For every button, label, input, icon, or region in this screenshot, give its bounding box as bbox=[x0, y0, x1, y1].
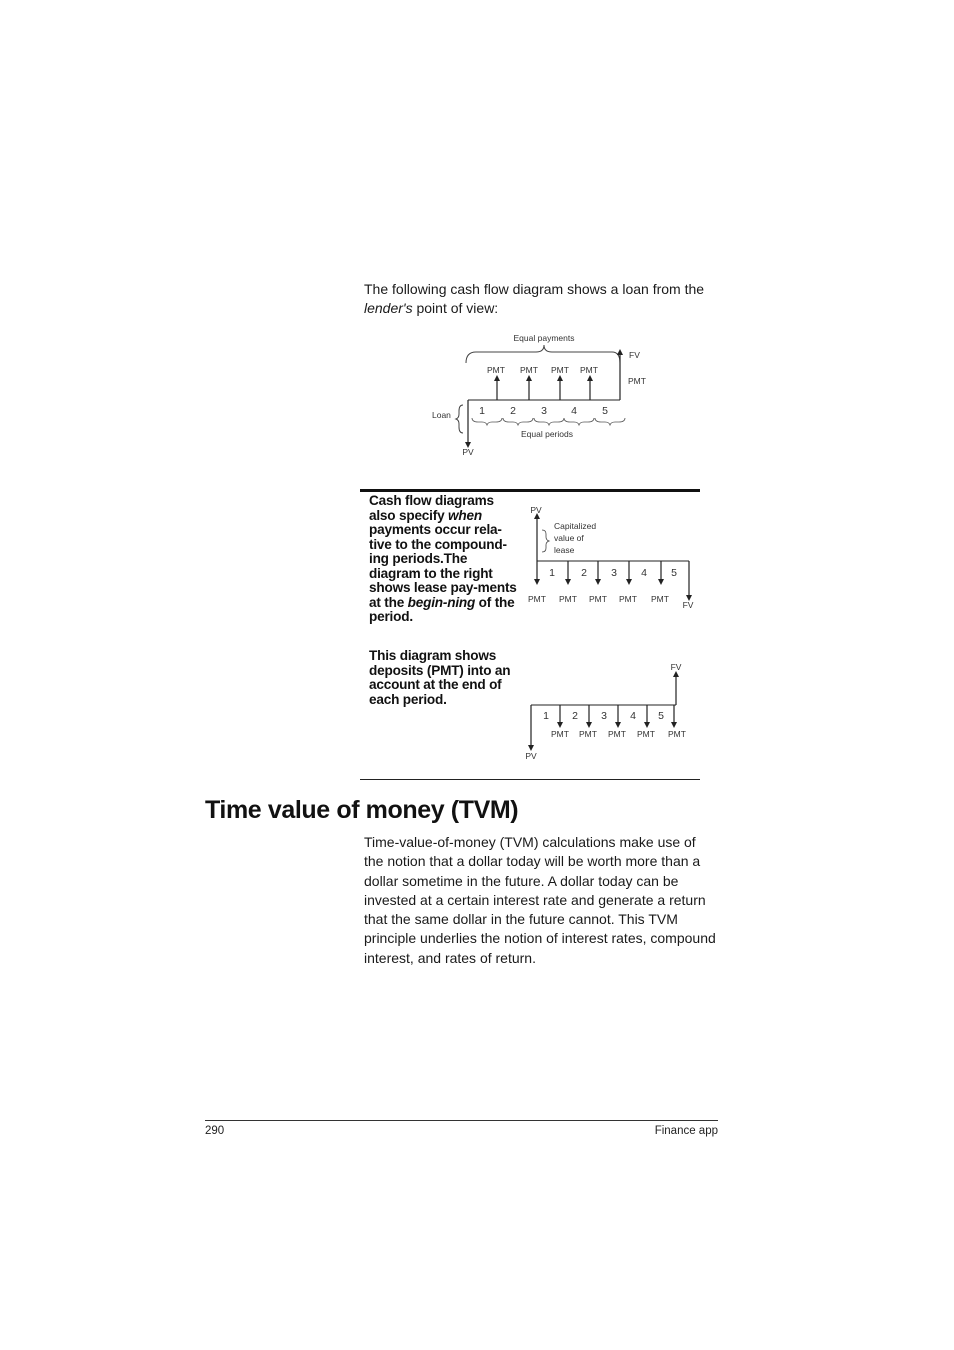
deposit-period-3: 3 bbox=[601, 710, 607, 722]
period-brace-2 bbox=[503, 418, 533, 425]
period-3: 3 bbox=[541, 405, 547, 417]
loan-cash-flow-diagram bbox=[420, 325, 660, 465]
loan-label: Loan bbox=[432, 410, 451, 420]
deposit-pmt-label-1: PMT bbox=[551, 729, 569, 739]
deposit-period-2: 2 bbox=[572, 710, 578, 722]
lease-period-3: 3 bbox=[611, 567, 617, 579]
period-1: 1 bbox=[479, 405, 485, 417]
fv-label: FV bbox=[629, 350, 640, 360]
deposit-period-5: 5 bbox=[658, 710, 664, 722]
final-pmt-label: PMT bbox=[628, 376, 646, 386]
lease-pmt-label-5: PMT bbox=[651, 594, 669, 604]
lease-pmt-label-1: PMT bbox=[528, 594, 546, 604]
lease-period-4: 4 bbox=[641, 567, 647, 579]
period-brace-4 bbox=[564, 418, 594, 425]
capitalized-line-1: Capitalized bbox=[554, 521, 597, 531]
intro-paragraph bbox=[364, 280, 724, 319]
equal-payments-label: Equal payments bbox=[513, 333, 575, 343]
lease-pmt-label-2: PMT bbox=[559, 594, 577, 604]
lease-fv-label: FV bbox=[682, 600, 694, 610]
tvm-paragraph: Time-value-of-money (TVM) calculations make use of the notion that a dollar today will be worth more than a dollar sometime in the future. A dollar today can be invested at a certain interest rate and generate a return that the same dollar in the future cannot. This TVM principle underlies the notion of interest rates, compound interest, and rates of return. bbox=[364, 834, 716, 966]
lease-note-emphasis-beginning: begin-ning bbox=[407, 594, 476, 610]
sidebar-lease-note bbox=[369, 494, 519, 625]
equal-periods-label: Equal periods bbox=[521, 429, 573, 439]
page-number: 290 bbox=[205, 1125, 225, 1137]
chapter-title: Finance app bbox=[654, 1125, 718, 1137]
period-brace-3 bbox=[534, 418, 564, 425]
lease-note-text-1: Cash flow diagrams also specify bbox=[369, 493, 494, 523]
sidebar-deposit-note: This diagram shows deposits (PMT) into an account at the end of each period. bbox=[369, 648, 511, 707]
pmt-label-3: PMT bbox=[551, 365, 569, 375]
intro-text-end: point of view: bbox=[412, 300, 499, 317]
deposit-pmt-label-3: PMT bbox=[608, 729, 626, 739]
period-brace-5 bbox=[595, 418, 625, 425]
period-4: 4 bbox=[571, 405, 577, 417]
period-brace-1 bbox=[472, 418, 502, 425]
pmt-label-1: PMT bbox=[487, 365, 505, 375]
deposit-fv-label: FV bbox=[670, 662, 682, 672]
lease-pmt-label-3: PMT bbox=[589, 594, 607, 604]
capitalized-brace bbox=[542, 530, 549, 552]
sidebar-top-rule bbox=[360, 489, 700, 492]
sidebar-bottom-rule bbox=[360, 779, 700, 780]
deposit-pmt-label-2: PMT bbox=[579, 729, 597, 739]
lease-note-text-3: of the period. bbox=[369, 594, 515, 624]
loan-brace bbox=[456, 405, 463, 433]
deposit-pmt-label-5: PMT bbox=[668, 729, 686, 739]
equal-payments-brace bbox=[466, 345, 620, 363]
intro-emphasis: lender's bbox=[364, 300, 413, 317]
capitalized-line-3: lease bbox=[554, 545, 575, 555]
deposit-cash-flow-diagram bbox=[518, 660, 698, 768]
pmt-label-2: PMT bbox=[520, 365, 538, 375]
deposit-period-4: 4 bbox=[630, 710, 636, 722]
section-title: Time value of money (TVM) bbox=[205, 796, 519, 824]
deposit-pv-label: PV bbox=[525, 751, 537, 761]
lease-note-emphasis-when: when bbox=[448, 507, 482, 523]
period-5: 5 bbox=[602, 405, 608, 417]
lease-period-5: 5 bbox=[671, 567, 677, 579]
deposit-pmt-label-4: PMT bbox=[637, 729, 655, 739]
capitalized-line-2: value of bbox=[554, 533, 584, 543]
lease-period-2: 2 bbox=[581, 567, 587, 579]
lease-pv-label: PV bbox=[530, 505, 542, 515]
lease-cash-flow-diagram bbox=[522, 500, 702, 615]
pmt-label-4: PMT bbox=[580, 365, 598, 375]
lease-period-1: 1 bbox=[549, 567, 555, 579]
lease-note-text-2: payments occur rela-tive to the compound-ing periods.The diagram to the right shows lease pay-ments at the bbox=[369, 522, 517, 610]
pv-label: PV bbox=[462, 447, 474, 457]
lease-pmt-label-4: PMT bbox=[619, 594, 637, 604]
period-2: 2 bbox=[510, 405, 516, 417]
deposit-period-1: 1 bbox=[543, 710, 549, 722]
intro-text-start: The following cash flow diagram shows a loan from the bbox=[364, 281, 705, 297]
footer-rule bbox=[205, 1120, 718, 1121]
